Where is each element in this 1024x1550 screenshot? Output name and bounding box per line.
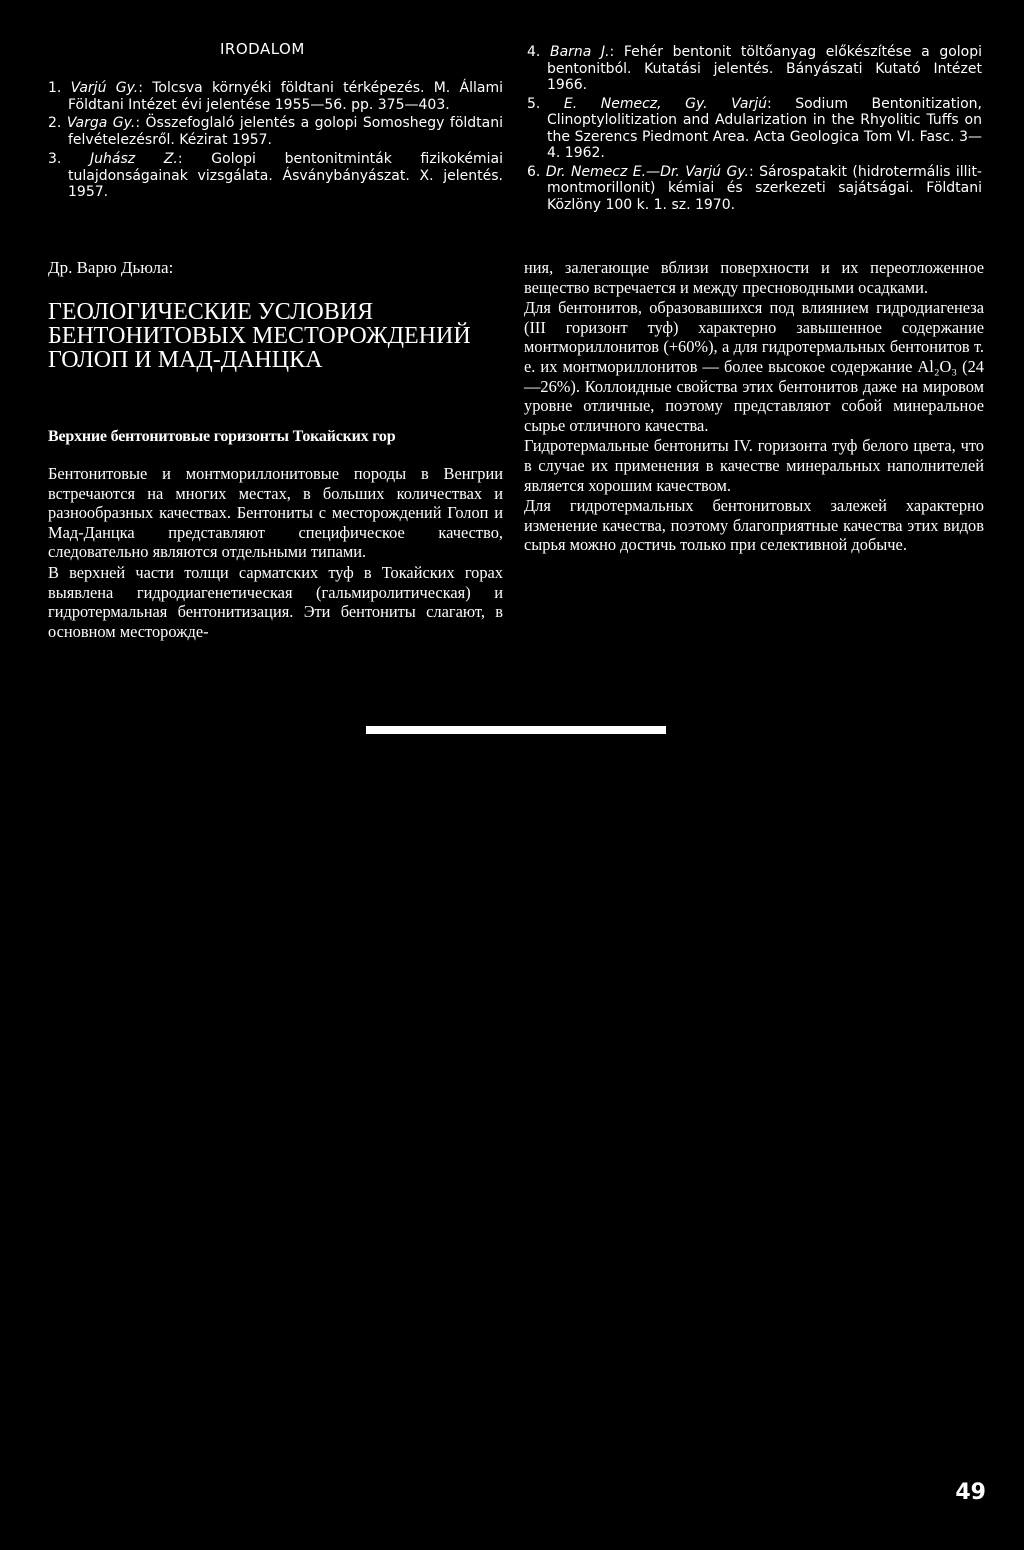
references-left-column [48, 80, 503, 203]
section-divider [366, 726, 666, 734]
paragraph: Бентонитовые и монтмориллонитовые породы в Венгрии встречаются на многих местах, в больших количествах и разнообразных качествах. Бентониты с месторождений Голоп и Мад-Данцка представляют специфическое качество, следовательно являются отдельными типами. [48, 464, 503, 562]
paragraph: Гидротермальные бентониты IV. горизонта туф белого цвета, что в случае их применения в качестве минеральных наполнителей является хорошим качеством. [524, 436, 984, 495]
article-author: Др. Варю Дьюла: [48, 258, 174, 277]
reference-item: 1. Varjú Gy.: Tolcsva környéki földtani térképezés. M. Állami Földtani Intézet évi jelentése 1955—56. pp. 375—403. [48, 80, 504, 113]
article-body-left [48, 464, 503, 642]
article-title: ГЕОЛОГИЧЕСКИЕ УСЛОВИЯ БЕНТОНИТОВЫХ МЕСТОРОЖДЕНИЙ ГОЛОП И МАД-ДАНЦКА [48, 299, 471, 373]
paragraph: Для гидротермальных бентонитовых залежей характерно изменение качества, поэтому благоприятные качества этих видов сырья можно достичь только при селективной добыче. [524, 496, 984, 555]
references-right-column [527, 44, 982, 215]
reference-item: 3. Juhász Z.: Golopi bentonitminták fizikokémiai tulajdonságainak vizsgálata. Ásványbányászat. X. jelentés. 1957. [48, 150, 503, 201]
paragraph: В верхней части толщи сарматских туф в Токайских горах выявлена гидродиагенетическая (гальмиролитическая) и гидротермальная бентонитизация. Эти бентониты слагают, в основном месторожде- [48, 562, 503, 641]
reference-item: 2. Varga Gy.: Összefoglaló jelentés a golopi Somoshegy földtani felvételezésről. Kézirat 1957. [48, 115, 504, 149]
paragraph: ния, залегающие вблизи поверхности и их переотложенное вещество встречается и между пресноводными осадками. [524, 258, 984, 297]
paragraph: Для бентонитов, образовавшихся под влиянием гидродиагенеза (III горизонт туф) характерно завышенное содержание монтмориллонитов (+60%), а для гидротермальных бентонитов т. е. их монтмориллонитов — более высокое содержание Al₂O₃ (24—26%). Коллоидные свойства этих бентонитов даже на мировом уровне отличные, поэтому представляют собой минеральное сырье отличного качества. [524, 298, 984, 435]
reference-item: 6. Dr. Nemecz E.—Dr. Varjú Gy.: Sárospatakit (hidrotermális illit-montmorillonit) kémiai és szerkezeti sajátságai. Földtani Közlöny 100 k. 1. sz. 1970. [527, 163, 982, 213]
article-body-right [524, 258, 984, 556]
reference-item: 4. Barna J.: Fehér bentonit töltőanyag előkészítése a golopi bentonitból. Kutatási jelentés. Bányászati Kutató Intézet 1966. [527, 44, 982, 93]
article-subtitle: Верхние бентонитовые горизонты Токайских гор [48, 428, 396, 445]
reference-item: 5. E. Nemecz, Gy. Varjú: Sodium Bentonitization, Clinoptylolitization and Adularization in the Rhyolitic Tuffs on the Szerencs Piedmont Area. Acta Geologica Tom VI. Fasc. 3—4. 1962. [527, 95, 982, 161]
page-number: 49 [955, 1480, 986, 1505]
references-heading: IRODALOM [220, 40, 305, 58]
